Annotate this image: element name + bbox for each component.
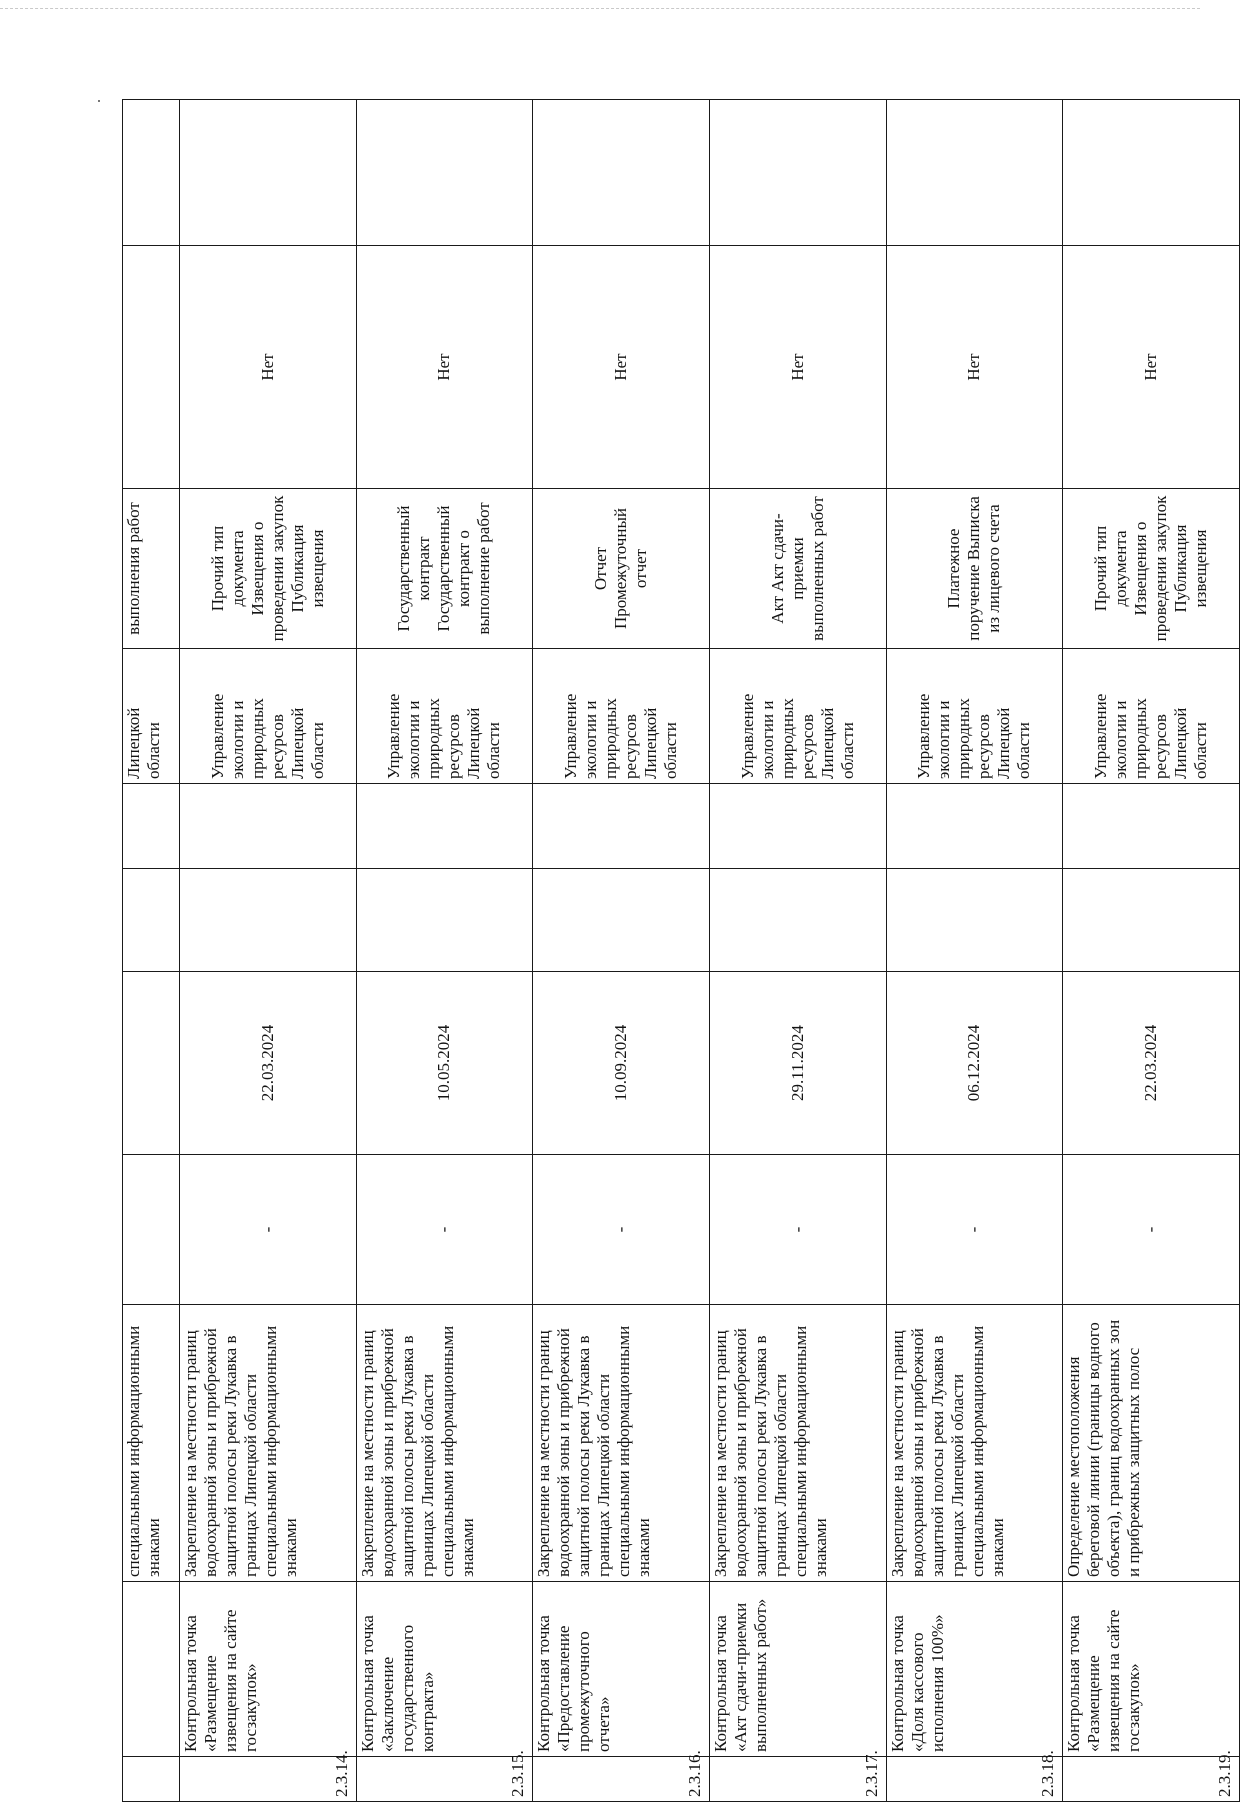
cell-extra — [356, 100, 533, 246]
end-date: 22.03.2024 — [179, 972, 356, 1155]
executor: Управление экологии и природных ресурсов Липецкой области — [886, 649, 1063, 784]
cell-empty — [123, 869, 180, 972]
cell-extra — [179, 100, 356, 246]
result-document: Государственный контракт Государственный контракт о выполнение работ — [356, 489, 533, 649]
cell-flag — [123, 246, 180, 489]
cell-empty — [886, 784, 1063, 869]
start-date: - — [533, 1155, 710, 1305]
work-description: Закрепление на местности границ водоохранной зоны и прибрежной защитной полосы реки Лукавка в границах Липецкой области специальными информационными знаками — [709, 1305, 886, 1582]
end-date: 10.05.2024 — [356, 972, 533, 1155]
cell-extra — [533, 100, 710, 246]
control-point-name: Контрольная точка «Размещение извещения на сайте госзакупок» — [1063, 1582, 1240, 1757]
control-point-name: Контрольная точка «Доля кассового исполнения 100%» — [886, 1582, 1063, 1757]
rotated-page-table — [122, 100, 1240, 1802]
end-date: 06.12.2024 — [886, 972, 1063, 1155]
cell-extra — [709, 100, 886, 246]
cell-empty — [179, 869, 356, 972]
row-number: 2.3.18. — [886, 1757, 1063, 1802]
table-row — [179, 100, 356, 1802]
control-points-table — [122, 99, 1240, 1802]
result-document: Платежное поручение Выписка из лицевого счета — [886, 489, 1063, 649]
control-point-name: Контрольная точка «Предоставление промежуточного отчета» — [533, 1582, 710, 1757]
row-number: 2.3.15. — [356, 1757, 533, 1802]
cell-empty — [533, 784, 710, 869]
result-document: Акт Акт сдачи-приемки выполненных работ — [709, 489, 886, 649]
start-date: - — [1063, 1155, 1240, 1305]
cell-num — [123, 1757, 180, 1802]
scan-speck — [98, 100, 100, 102]
table-row — [709, 100, 886, 1802]
table-row — [1063, 100, 1240, 1802]
table-row — [533, 100, 710, 1802]
row-number: 2.3.14. — [179, 1757, 356, 1802]
start-date: - — [356, 1155, 533, 1305]
result-document: Прочий тип документа Извещения о проведении закупок Публикация извещения — [179, 489, 356, 649]
flag-value: Нет — [1063, 246, 1240, 489]
control-point-name: Контрольная точка «Заключение государственного контракта» — [356, 1582, 533, 1757]
executor: Управление экологии и природных ресурсов Липецкой области — [179, 649, 356, 784]
work-description: Закрепление на местности границ водоохранной зоны и прибрежной защитной полосы реки Лукавка в границах Липецкой области специальными информационными знаками — [533, 1305, 710, 1582]
end-date: 22.03.2024 — [1063, 972, 1240, 1155]
cell-extra — [886, 100, 1063, 246]
cell-empty — [709, 784, 886, 869]
cell-executor: Липецкой области — [123, 649, 180, 784]
cell-empty — [1063, 784, 1240, 869]
cell-start — [123, 1155, 180, 1305]
cell-name — [123, 1582, 180, 1757]
cell-empty — [886, 869, 1063, 972]
cell-work: специальными информационными знаками — [123, 1305, 180, 1582]
executor: Управление экологии и природных ресурсов Липецкой области — [709, 649, 886, 784]
control-point-name: Контрольная точка «Акт сдачи-приемки выполненных работ» — [709, 1582, 886, 1757]
start-date: - — [709, 1155, 886, 1305]
row-number: 2.3.16. — [533, 1757, 710, 1802]
end-date: 10.09.2024 — [533, 972, 710, 1155]
cell-end — [123, 972, 180, 1155]
executor: Управление экологии и природных ресурсов Липецкой области — [533, 649, 710, 784]
cell-empty — [123, 784, 180, 869]
cell-empty — [709, 869, 886, 972]
flag-value: Нет — [356, 246, 533, 489]
result-document: Отчет Промежуточный отчет — [533, 489, 710, 649]
end-date: 29.11.2024 — [709, 972, 886, 1155]
work-description: Закрепление на местности границ водоохранной зоны и прибрежной защитной полосы реки Лукавка в границах Липецкой области специальными информационными знаками — [356, 1305, 533, 1582]
result-document: Прочий тип документа Извещения о проведении закупок Публикация извещения — [1063, 489, 1240, 649]
start-date: - — [179, 1155, 356, 1305]
control-point-name: Контрольная точка «Размещение извещения на сайте госзакупок» — [179, 1582, 356, 1757]
scan-edge-line — [0, 8, 1200, 9]
work-description: Закрепление на местности границ водоохранной зоны и прибрежной защитной полосы реки Лукавка в границах Липецкой области специальными информационными знаками — [886, 1305, 1063, 1582]
continuation-row — [123, 100, 180, 1802]
cell-result: выполнения работ — [123, 489, 180, 649]
cell-empty — [533, 869, 710, 972]
flag-value: Нет — [886, 246, 1063, 489]
table-row — [356, 100, 533, 1802]
table-row — [886, 100, 1063, 1802]
work-description: Закрепление на местности границ водоохранной зоны и прибрежной защитной полосы реки Лукавка в границах Липецкой области специальными информационными знаками — [179, 1305, 356, 1582]
cell-empty — [179, 784, 356, 869]
cell-extra — [1063, 100, 1240, 246]
executor: Управление экологии и природных ресурсов Липецкой области — [356, 649, 533, 784]
work-description: Определение местоположения береговой линии (границы водного объекта), границ водоохранных зон и прибрежных защитных полос — [1063, 1305, 1240, 1582]
row-number: 2.3.17. — [709, 1757, 886, 1802]
cell-empty — [356, 784, 533, 869]
flag-value: Нет — [709, 246, 886, 489]
executor: Управление экологии и природных ресурсов Липецкой области — [1063, 649, 1240, 784]
start-date: - — [886, 1155, 1063, 1305]
row-number: 2.3.19. — [1063, 1757, 1240, 1802]
flag-value: Нет — [533, 246, 710, 489]
cell-extra — [123, 100, 180, 246]
cell-empty — [356, 869, 533, 972]
flag-value: Нет — [179, 246, 356, 489]
cell-empty — [1063, 869, 1240, 972]
